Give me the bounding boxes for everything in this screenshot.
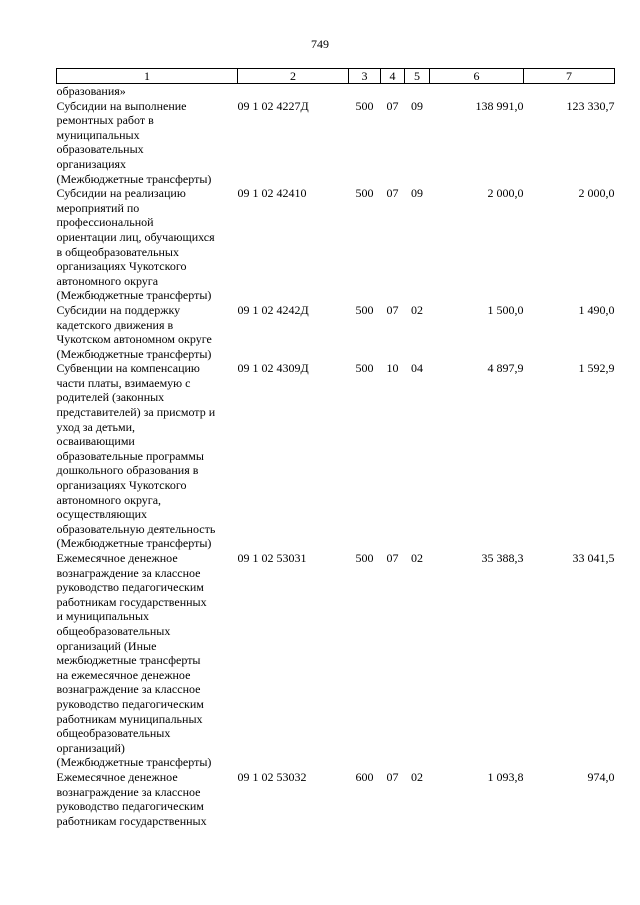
description-line: Чукотском автономном округе bbox=[56, 332, 212, 347]
column-header: 6 bbox=[430, 69, 524, 84]
description-line: (Межбюджетные трансферты) bbox=[56, 346, 212, 361]
description-line: (Межбюджетные трансферты) bbox=[56, 288, 212, 303]
description-line: родителей (законных bbox=[56, 390, 165, 405]
column-header: 1 bbox=[57, 69, 238, 84]
description-line: руководство педагогическим bbox=[56, 799, 204, 814]
budget-code: 09 1 02 4309Д bbox=[237, 361, 309, 376]
column-header: 2 bbox=[238, 69, 349, 84]
description-line: профессиональной bbox=[56, 215, 154, 230]
page-number: 749 bbox=[311, 37, 329, 51]
description-line: образовательные программы bbox=[56, 448, 204, 463]
amount-col6: 35 388,3 bbox=[481, 551, 524, 565]
description-line: руководство педагогическим bbox=[56, 696, 204, 711]
row-description bbox=[57, 84, 238, 99]
section-code: 07 bbox=[386, 302, 399, 317]
description-line: организаций) bbox=[56, 740, 125, 755]
budget-code: 09 1 02 4227Д bbox=[237, 98, 309, 113]
description-line: образовательную деятельность bbox=[56, 521, 216, 536]
budget-code: 09 1 02 4242Д bbox=[237, 302, 309, 317]
amount-col6: 4 897,9 bbox=[487, 361, 524, 376]
table-body bbox=[57, 84, 615, 829]
description-line: на ежемесячное денежное bbox=[56, 667, 191, 682]
amount-col6: 1 500,0 bbox=[487, 302, 524, 317]
description-line: осваивающими bbox=[56, 434, 135, 449]
row-description bbox=[57, 551, 238, 770]
description-line: Субсидии на реализацию bbox=[56, 186, 186, 201]
amount-col7: 2 000,0 bbox=[578, 186, 615, 201]
column-header: 7 bbox=[524, 69, 615, 84]
amount-col7: 1 592,9 bbox=[578, 361, 615, 376]
description-line: образовательных bbox=[56, 142, 144, 157]
description-line: образования» bbox=[56, 84, 126, 98]
expense-type: 500 bbox=[355, 551, 374, 565]
subsection-code: 02 bbox=[411, 302, 423, 317]
description-line: Ежемесячное денежное bbox=[56, 551, 178, 565]
table-row bbox=[57, 551, 615, 770]
description-line: работникам государственных bbox=[56, 813, 207, 828]
expense-type: 600 bbox=[355, 769, 374, 784]
section-code: 10 bbox=[386, 361, 399, 376]
budget-code: 09 1 02 53031 bbox=[237, 551, 307, 565]
table-row bbox=[57, 186, 615, 303]
description-line: вознаграждение за классное bbox=[56, 784, 201, 799]
description-line: вознаграждение за классное bbox=[56, 682, 201, 697]
amount-col7: 33 041,5 bbox=[572, 551, 615, 565]
description-line: представителей) за присмотр и bbox=[56, 405, 216, 420]
subsection-code: 04 bbox=[411, 361, 423, 376]
section-code: 07 bbox=[386, 769, 399, 784]
description-line: части платы, взимаемую с bbox=[56, 375, 191, 390]
subsection-code bbox=[405, 84, 430, 99]
table-row bbox=[57, 770, 615, 828]
description-line: осуществляющих bbox=[56, 507, 148, 522]
description-line: межбюджетные трансферты bbox=[56, 653, 201, 668]
amount-col6: 1 093,8 bbox=[487, 769, 524, 784]
column-header: 4 bbox=[381, 69, 405, 84]
subsection-code: 02 bbox=[411, 551, 423, 565]
amount-col6 bbox=[430, 84, 524, 99]
amount-col6: 138 991,0 bbox=[475, 98, 524, 113]
budget-code: 09 1 02 53032 bbox=[237, 769, 307, 784]
section-code: 07 bbox=[386, 551, 399, 565]
section-code: 07 bbox=[386, 186, 399, 201]
expense-type: 500 bbox=[355, 98, 374, 113]
amount-col7: 1 490,0 bbox=[578, 302, 615, 317]
description-line: ориентации лиц, обучающихся bbox=[56, 229, 215, 244]
description-line: уход за детьми, bbox=[56, 419, 136, 434]
row-description bbox=[57, 186, 238, 303]
description-line: организациях Чукотского bbox=[56, 259, 187, 274]
subsection-code: 02 bbox=[411, 769, 423, 784]
description-line: Субвенции на компенсацию bbox=[56, 361, 200, 376]
description-line: Ежемесячное денежное bbox=[56, 769, 178, 784]
budget-code bbox=[238, 84, 349, 99]
description-line: организациях Чукотского bbox=[56, 478, 187, 493]
section-code bbox=[381, 84, 405, 99]
expense-type: 500 bbox=[355, 302, 374, 317]
description-line: автономного округа, bbox=[56, 492, 162, 507]
expense-type: 500 bbox=[355, 186, 374, 201]
expense-type: 500 bbox=[355, 361, 374, 376]
column-header: 3 bbox=[349, 69, 381, 84]
amount-col7: 974,0 bbox=[587, 769, 615, 784]
description-line: общеобразовательных bbox=[56, 623, 171, 638]
description-line: кадетского движения в bbox=[56, 317, 174, 332]
table-row bbox=[57, 99, 615, 187]
description-line: автономного округа bbox=[56, 273, 159, 288]
table-row bbox=[57, 84, 615, 99]
table-row bbox=[57, 303, 615, 361]
amount-col6: 2 000,0 bbox=[487, 186, 524, 201]
table-header-row bbox=[57, 69, 615, 84]
description-line: (Межбюджетные трансферты) bbox=[56, 171, 212, 186]
row-description bbox=[57, 99, 238, 187]
row-description bbox=[57, 361, 238, 551]
description-line: вознаграждение за классное bbox=[56, 565, 201, 580]
description-line: в общеобразовательных bbox=[56, 244, 179, 259]
table-row bbox=[57, 361, 615, 551]
budget-table bbox=[56, 68, 615, 828]
description-line: муниципальных bbox=[56, 127, 140, 142]
description-line: мероприятий по bbox=[56, 200, 140, 215]
description-line: общеобразовательных bbox=[56, 726, 171, 741]
amount-col7 bbox=[524, 84, 615, 99]
description-line: Субсидии на поддержку bbox=[56, 302, 181, 317]
row-description bbox=[57, 770, 238, 828]
budget-code: 09 1 02 42410 bbox=[237, 186, 307, 201]
row-description bbox=[57, 303, 238, 361]
description-line: (Межбюджетные трансферты) bbox=[56, 755, 212, 770]
description-line: и муниципальных bbox=[56, 609, 150, 624]
column-header: 5 bbox=[405, 69, 430, 84]
description-line: организациях bbox=[56, 156, 127, 171]
description-line: (Межбюджетные трансферты) bbox=[56, 536, 212, 551]
description-line: работникам государственных bbox=[56, 594, 207, 609]
description-line: организаций (Иные bbox=[56, 638, 157, 653]
description-line: Субсидии на выполнение bbox=[56, 98, 187, 113]
description-line: работникам муниципальных bbox=[56, 711, 203, 726]
description-line: ремонтных работ в bbox=[56, 113, 154, 128]
subsection-code: 09 bbox=[411, 98, 423, 113]
section-code: 07 bbox=[386, 98, 399, 113]
amount-col7: 123 330,7 bbox=[566, 98, 615, 113]
description-line: руководство педагогическим bbox=[56, 580, 204, 595]
subsection-code: 09 bbox=[411, 186, 423, 201]
description-line: дошкольного образования в bbox=[56, 463, 199, 478]
expense-type bbox=[349, 84, 381, 99]
